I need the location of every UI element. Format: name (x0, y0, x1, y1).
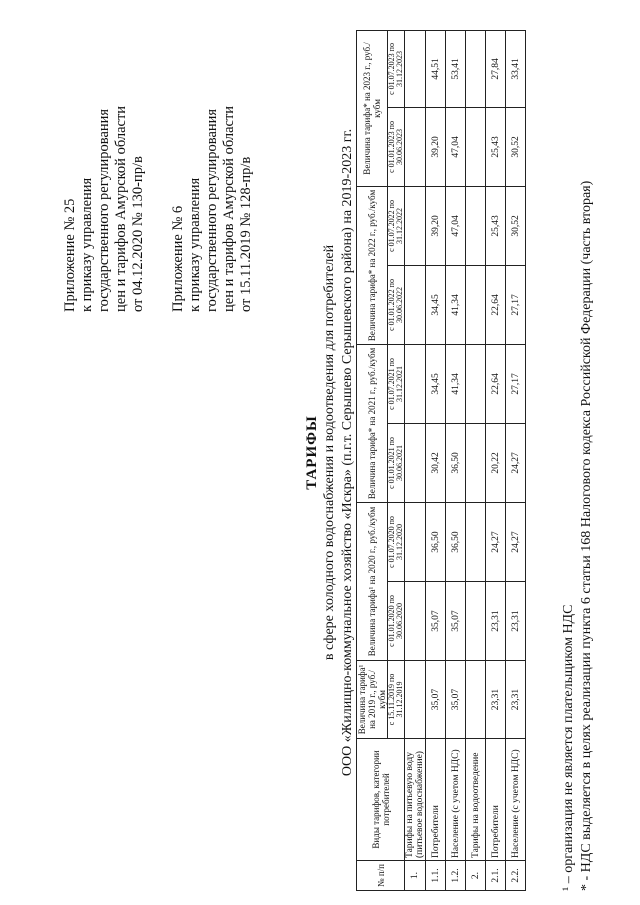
tariff-value: 35,07 (446, 661, 466, 739)
row-name: Население (с учетом НДС) (446, 739, 466, 861)
appendix-25-line: к приказу управления (79, 177, 95, 312)
header-num: № п/п (357, 861, 405, 891)
table-section-row (466, 30, 486, 890)
period-header: с 15.11.2019 по 31.12.2019 (388, 661, 405, 739)
tariff-value: 35,07 (426, 582, 446, 661)
tariff-value: 47,04 (446, 186, 466, 265)
tariff-value: 36,50 (446, 502, 466, 581)
tariff-value: 35,07 (426, 661, 446, 739)
tariff-value: 25,43 (486, 186, 506, 265)
header-year-2023: Величина тарифа* на 2023 г., руб./кубм (357, 30, 388, 186)
tariff-value: 24,27 (506, 423, 526, 502)
tariff-table (356, 30, 526, 891)
period-header: с 01.01.2023 по 30.06.2023 (388, 107, 405, 186)
tariff-value: 30,52 (506, 186, 526, 265)
table-row (486, 30, 506, 890)
tariff-value: 41,34 (446, 344, 466, 423)
tariff-value: 25,43 (486, 107, 506, 186)
tariff-value: 39,20 (426, 107, 446, 186)
table-row (426, 30, 446, 890)
table-row (446, 30, 466, 890)
period-header: с 01.07.2023 по 31.12.2023 (388, 30, 405, 107)
period-header: с 01.01.2021 по 30.06.2021 (388, 423, 405, 502)
tariff-value: 30,52 (506, 107, 526, 186)
tariff-value: 41,34 (446, 265, 466, 344)
row-name: Население (с учетом НДС) (506, 739, 526, 861)
period-header: с 01.07.2022 по 31.12.2022 (388, 186, 405, 265)
header-year-2022: Величина тарифа* на 2022 г., руб./кубм (357, 186, 388, 344)
header-year-2019: Величина тарифа¹ на 2019 г., руб./кубм (357, 661, 388, 739)
footnote-vat-exempt: ¹ – организация не является плательщиком НДС (561, 604, 576, 891)
period-header: с 01.07.2021 по 31.12.2021 (388, 344, 405, 423)
row-num: 1. (405, 861, 426, 891)
appendix-6-line: Приложение № 6 (170, 205, 186, 312)
table-row (506, 30, 526, 890)
organization-subtitle: ООО «Жилищно-коммунальное хозяйство «Искра» (п.г.т. Серышево Серышевского района) на 2019-2023 гг. (340, 128, 355, 777)
row-num: 2.2. (506, 861, 526, 891)
period-header: с 01.01.2022 по 30.06.2022 (388, 265, 405, 344)
appendix-6-line: цен и тарифов Амурской области (221, 105, 237, 312)
row-name: Тарифы на водоотведение (466, 739, 486, 861)
tariff-value: 27,17 (506, 344, 526, 423)
tariff-value: 36,50 (426, 502, 446, 581)
row-name: Потребители (426, 739, 446, 861)
appendix-25-line: от 04.12.2020 № 130-пр/в (130, 156, 146, 312)
tariff-value: 35,07 (446, 582, 466, 661)
footnote-vat-allocated: * - НДС выделяется в целях реализации пункта 6 статьи 168 Налогового кодекса Российской Федерации (часть вторая) (579, 180, 594, 891)
appendix-25-line: Приложение № 25 (62, 198, 78, 312)
row-num: 1.1. (426, 861, 446, 891)
period-header: с 01.01.2020 по 30.06.2020 (388, 582, 405, 661)
appendix-25-block (62, 106, 147, 312)
tariff-value: 22,64 (486, 344, 506, 423)
appendix-25-line: государственного регулирования (96, 108, 112, 312)
header-year-2021: Величина тарифа* на 2021 г., руб./кубм (357, 344, 388, 502)
tariff-value: 39,20 (426, 186, 446, 265)
tariff-value: 33,41 (506, 30, 526, 107)
tariff-value: 23,31 (486, 661, 506, 739)
tariff-value: 36,50 (446, 423, 466, 502)
row-num: 1.2. (446, 861, 466, 891)
appendix-6-line: от 15.11.2019 № 128-пр/в (238, 156, 254, 312)
row-num: 2.1. (486, 861, 506, 891)
tariff-value: 30,42 (426, 423, 446, 502)
row-name: Тарифы на питьевую воду (питьевое водоснабжение) (405, 739, 426, 861)
tariff-value: 34,45 (426, 265, 446, 344)
tariff-value: 34,45 (426, 344, 446, 423)
tariff-value: 22,64 (486, 265, 506, 344)
period-header: с 01.07.2020 по 31.12.2020 (388, 502, 405, 581)
table-section-row (405, 30, 426, 890)
tariff-value: 27,17 (506, 265, 526, 344)
header-year-2020: Величина тарифа¹ на 2020 г., руб./кубм (357, 502, 388, 660)
tariff-value: 24,27 (486, 502, 506, 581)
tariff-value: 24,27 (506, 502, 526, 581)
appendix-6-block (170, 106, 255, 312)
document-subtitle: в сфере холодного водоснабжения и водоотведения для потребителей (322, 244, 337, 661)
tariff-value: 23,31 (506, 582, 526, 661)
appendix-6-line: государственного регулирования (204, 108, 220, 312)
tariff-value: 23,31 (486, 582, 506, 661)
tariff-value: 23,31 (506, 661, 526, 739)
row-num: 2. (466, 861, 486, 891)
row-name: Потребители (486, 739, 506, 861)
header-tariff-kind: Виды тарифов, категории потребителей (357, 739, 405, 861)
tariff-value: 27,84 (486, 30, 506, 107)
tariff-value: 47,04 (446, 107, 466, 186)
tariff-value: 53,41 (446, 30, 466, 107)
tariff-value: 20,22 (486, 423, 506, 502)
document-title: ТАРИФЫ (304, 415, 320, 490)
tariff-value: 44,51 (426, 30, 446, 107)
appendix-6-line: к приказу управления (187, 177, 203, 312)
appendix-25-line: цен и тарифов Амурской области (113, 105, 129, 312)
